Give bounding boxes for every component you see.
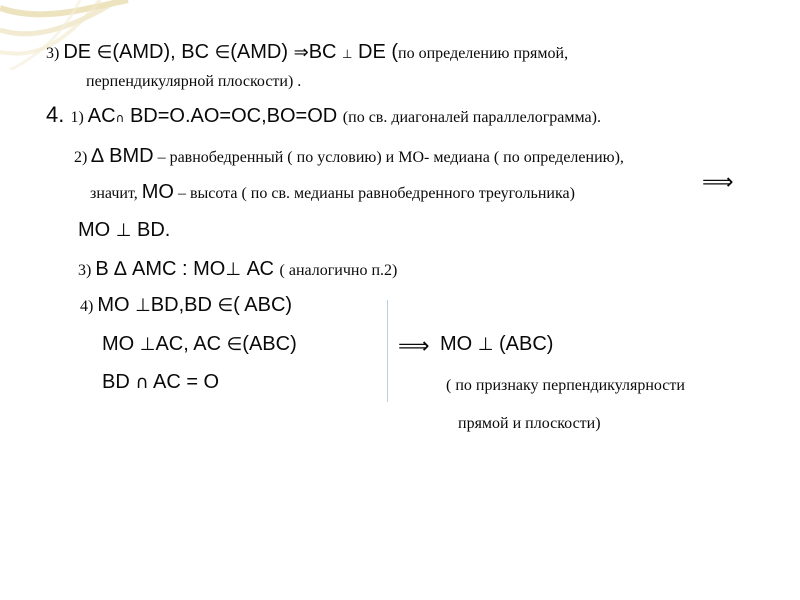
step3-amd: (AMD) [230,41,294,63]
step4-2-number: 2) [74,149,92,166]
step4-2-conclusion [78,220,170,240]
perpendicular-icon: ⊥ [477,334,494,355]
step3-bc: BC [308,41,343,63]
step4-4-abc2: (ABC) [242,333,297,355]
step4-4-bd3: BD [102,371,136,393]
step4-4-reason1 [446,378,685,394]
step4-number: 4. [46,102,71,127]
element-of-icon: ∈ [214,42,231,63]
step4-4-line3 [102,372,219,392]
step3-de2: DE ( [352,41,399,63]
mo-label: МО [141,181,174,203]
step4-4-line1 [80,295,292,315]
step4-2-therefore: значит, [90,185,142,202]
step4-2-line2 [90,182,575,202]
step3-amd-bc: (AMD), BC [112,41,215,63]
implies-icon: ⟹ [398,334,430,359]
step4-4-number: 4) [80,298,98,315]
step4-4-reason2 [458,416,601,432]
implies-icon: ⟹ [702,170,734,195]
step3-de: DE [63,41,97,63]
step4-2-line1 [74,146,624,166]
criterion-text-cont: прямой и плоскости) [458,415,601,432]
step4-ac: AC [87,105,116,127]
step4-2-arrow [702,172,734,194]
final-abc: (ABC) [493,333,554,355]
conclusion-bd: BD. [131,219,171,241]
step3-number: 3) [46,45,64,62]
step4-1-number: 1) [70,109,88,126]
element-of-icon: ∈ [96,42,113,63]
step4-4-mo: MO [97,294,136,316]
step4-4-arrow [398,336,430,358]
step4-4-ac: AC, AC [155,333,227,355]
final-mo: MO [440,333,478,355]
perpendicular-icon: ⊥ [139,334,156,355]
step4-3-amc: В ∆ АМС : МО [95,258,226,280]
step4-4-bd: BD,BD [150,294,218,316]
step4-3-number: 3) [78,262,96,279]
step4-2-text: – равнобедренный ( по условию) и МО- медиана ( по определению), [153,149,624,166]
step4-line1 [46,104,601,126]
element-of-icon: ∈ [226,334,243,355]
criterion-text: ( по признаку перпендикулярности [446,377,685,394]
conclusion-mo: MO [78,219,116,241]
vertical-divider [387,300,388,402]
triangle-bmd: ∆ BMD [91,145,154,167]
step3-line2 [86,74,301,90]
step4-reason: (по св. диагоналей параллелограмма). [342,109,601,126]
perpendicular-icon: ⊥ [115,220,132,241]
step3-line1 [46,42,568,62]
step4-4-abc: ( ABC) [233,294,293,316]
step4-3-line [78,259,397,279]
perpendicular-icon: ⊥ [342,47,353,61]
perpendicular-icon: ⊥ [135,295,151,316]
step4-4-mo2: MO [102,333,140,355]
perpendicular-icon: ⊥ [225,259,242,280]
step4-3-reason: ( аналогично п.2) [279,262,398,279]
step4-3-ac: АС [241,258,280,280]
element-of-icon: ∈ [217,295,234,316]
step3-reason-cont: перпендикулярной плоскости) . [86,73,302,90]
step4-bd-o: BD=O.AO=OC,BO=OD [124,105,343,127]
step3-reason: по определению прямой, [398,45,569,62]
step4-4-line2 [102,334,297,354]
step4-4-conclusion [440,334,553,354]
step4-4-ac-o: AC = O [148,371,220,393]
intersection-icon: ∩ [115,111,125,125]
intersection-icon: ∩ [135,372,149,393]
implies-icon: ⇒ [293,42,309,63]
step4-2-height: – высота ( по св. медианы равнобедренного треугольника) [173,185,575,202]
